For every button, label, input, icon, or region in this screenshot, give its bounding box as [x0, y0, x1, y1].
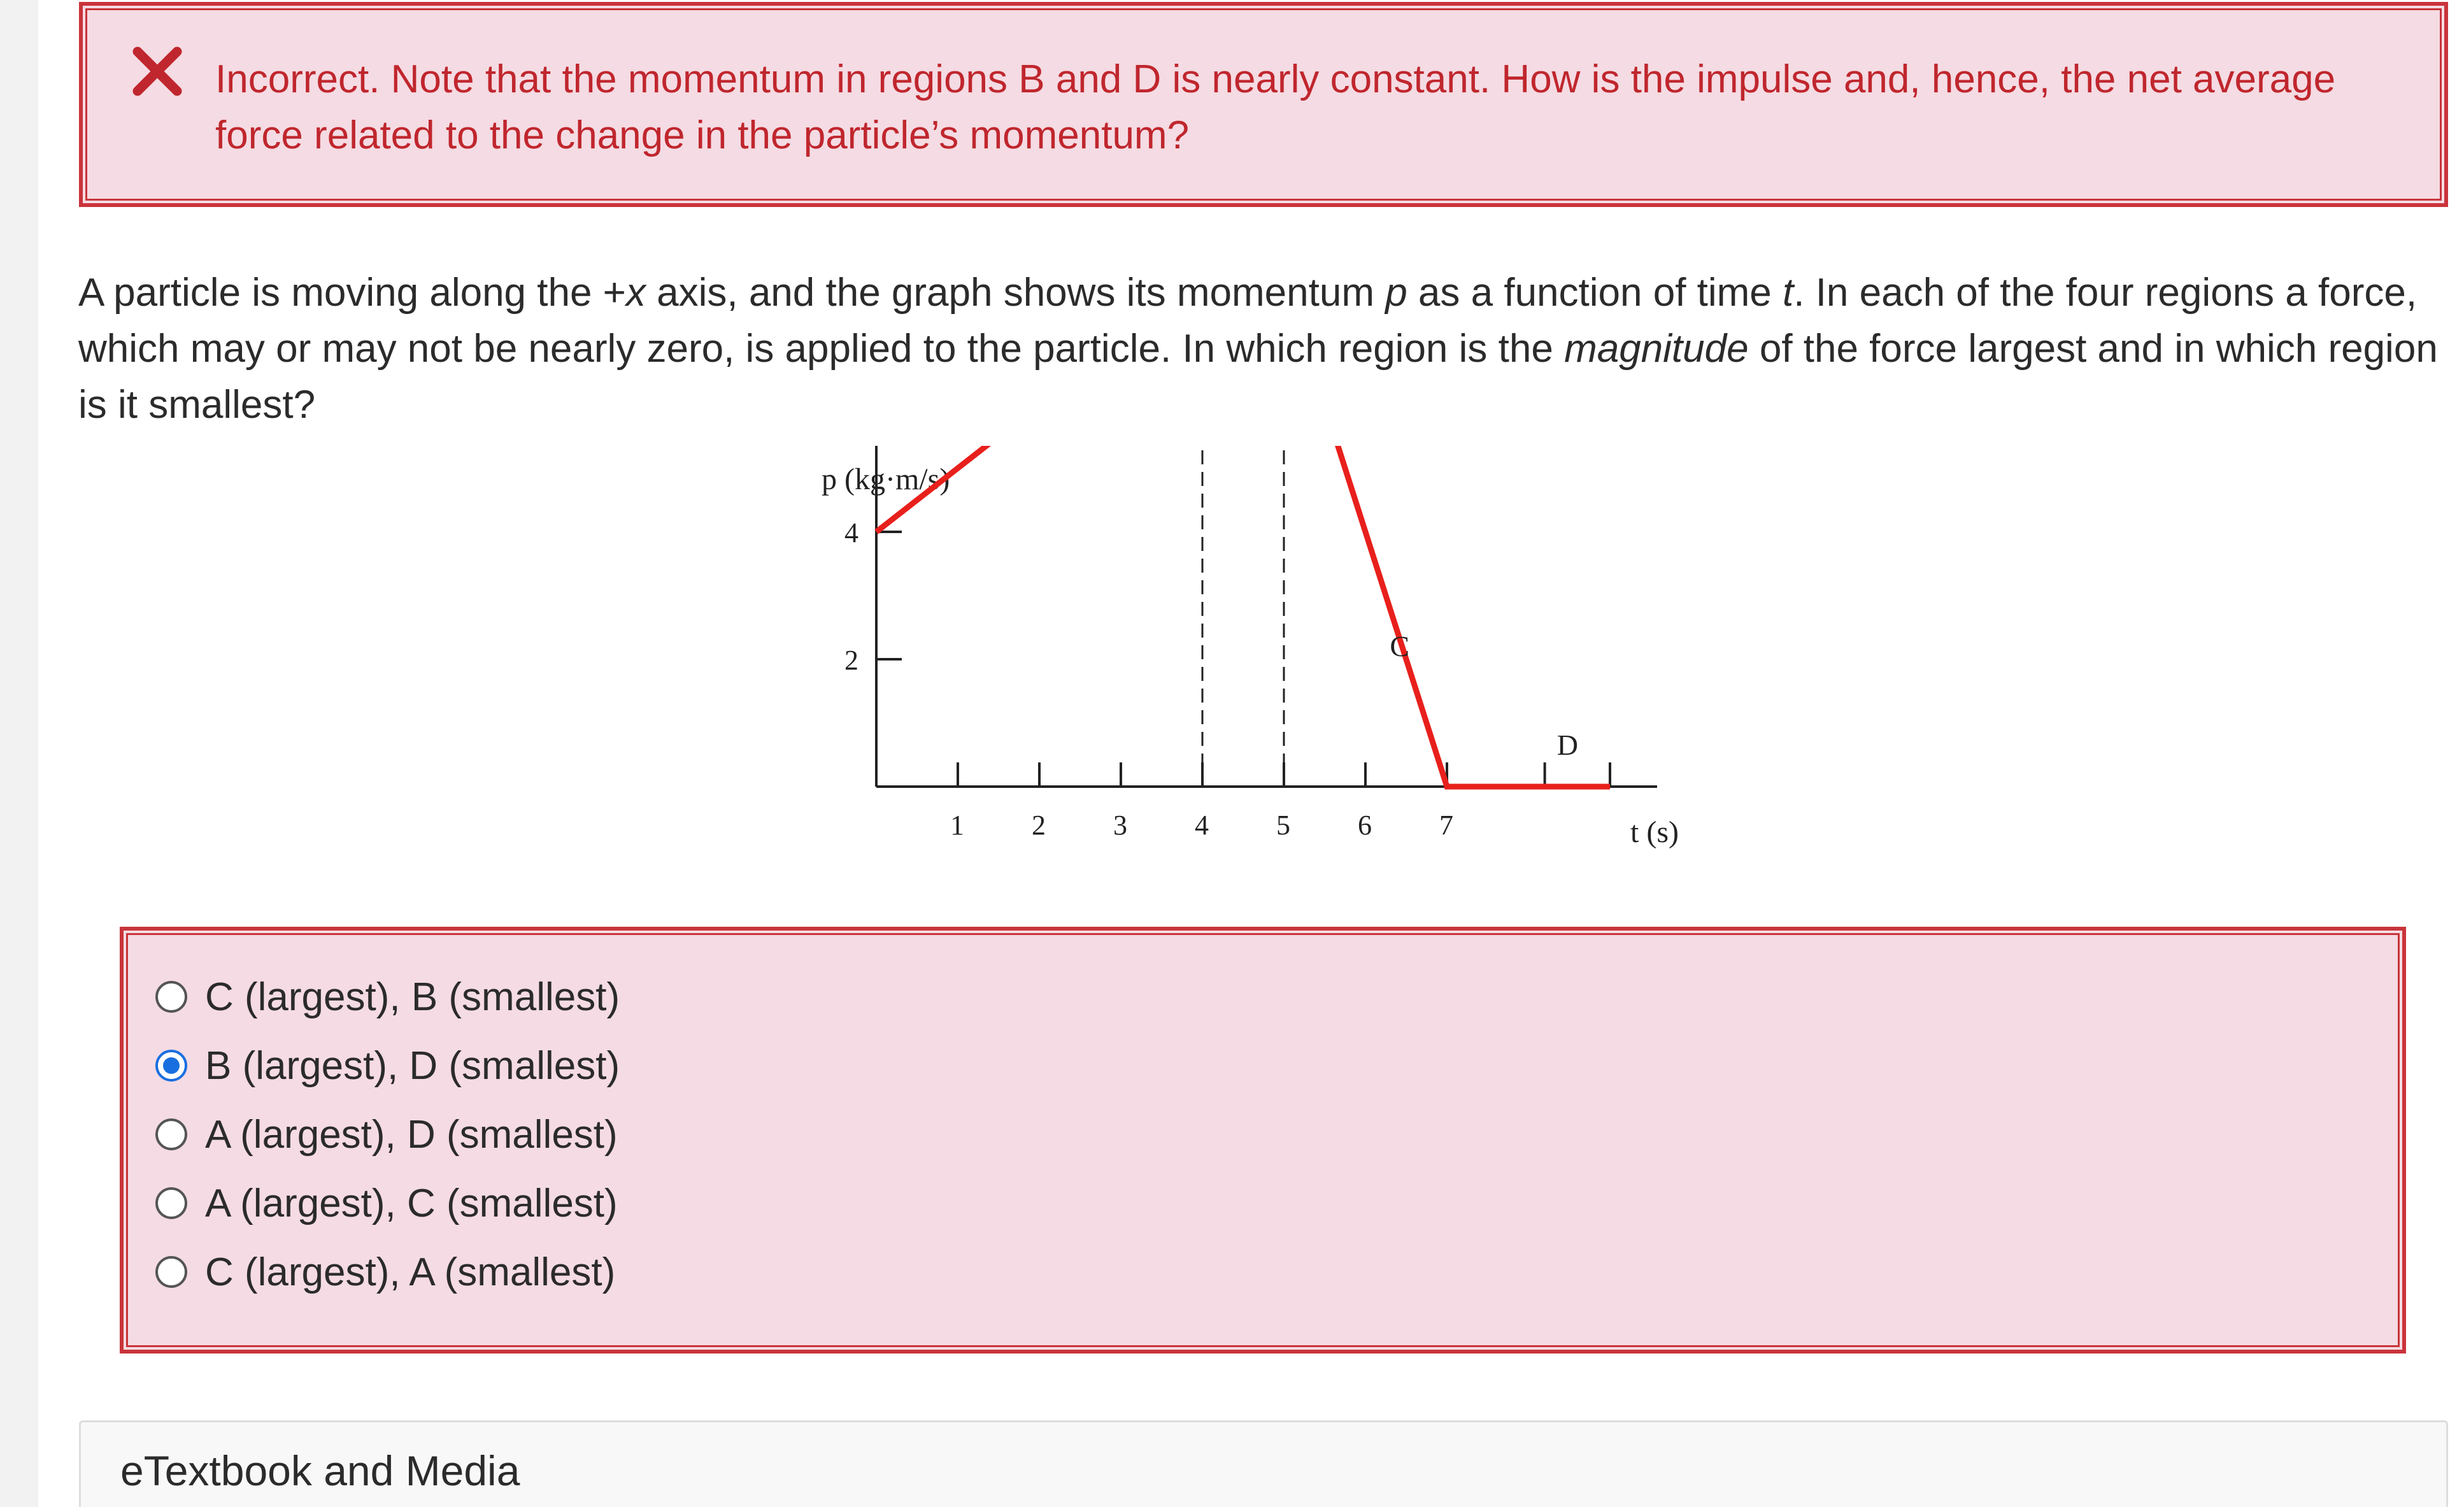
region-dividers	[1202, 446, 1284, 787]
answer-option-1[interactable]	[155, 965, 620, 1029]
ticks	[844, 446, 1610, 841]
feedback-message: Incorrect. Note that the momentum in regions B and D is nearly constant. How is the impulse and, hence, the net average force related to the change in the particle’s momentum?	[215, 57, 2336, 157]
question-emphasis: magnitude	[1564, 327, 1749, 371]
answer-option-label-5: C (largest), A (smallest)	[205, 1250, 616, 1294]
x-axis-label: t (s)	[1630, 815, 1679, 849]
etextbook-title: eTextbook and Media	[120, 1447, 520, 1494]
axes	[876, 446, 1657, 787]
radio-button-3[interactable]	[155, 1118, 187, 1150]
feedback-banner	[79, 2, 2448, 207]
y-tick-label-2: 2	[844, 645, 858, 676]
answer-option-label-3: A (largest), D (smallest)	[205, 1112, 618, 1157]
x-tick-label-3: 3	[1113, 810, 1127, 841]
question-part-5: of the force largest and in which region is it smallest?	[78, 327, 2438, 427]
answer-options	[120, 927, 2406, 1353]
labels	[1048, 446, 1578, 761]
question-part-3: as a function of time	[1407, 271, 1783, 315]
question-text	[78, 265, 2447, 433]
radio-button-5[interactable]	[155, 1256, 187, 1288]
question-part-2: axis, and the graph shows its momentum	[645, 271, 1386, 315]
momentum-graph	[790, 446, 1720, 879]
region-label-C: C	[1390, 630, 1410, 662]
answer-option-5[interactable]	[155, 1240, 615, 1304]
question-var-t: t	[1783, 271, 1794, 315]
y-tick-label-4: 4	[844, 517, 858, 548]
answer-option-2[interactable]	[155, 1034, 620, 1097]
x-tick-label-2: 2	[1032, 810, 1046, 841]
radio-button-2[interactable]	[155, 1050, 187, 1082]
etextbook-section[interactable]	[79, 1420, 2448, 1507]
x-tick-label-7: 7	[1439, 810, 1453, 841]
radio-button-4[interactable]	[155, 1187, 187, 1219]
answer-option-3[interactable]	[155, 1103, 618, 1166]
close-x-icon	[131, 45, 183, 97]
momentum-line	[876, 446, 1610, 787]
answer-option-label-4: A (largest), C (smallest)	[205, 1181, 618, 1225]
answer-option-4[interactable]	[155, 1171, 618, 1235]
x-tick-label-4: 4	[1195, 810, 1209, 841]
question-var-x: x	[625, 271, 646, 315]
region-label-D: D	[1556, 729, 1579, 761]
x-tick-label-6: 6	[1358, 810, 1372, 841]
question-part-4: . In each of the four regions a force, which may or may not be nearly zero, is applied to the particle. In which region is the	[78, 271, 2418, 371]
momentum-series	[876, 446, 1610, 787]
radio-button-1[interactable]	[155, 981, 187, 1013]
x-tick-label-1: 1	[950, 810, 964, 841]
answer-option-label-2: B (largest), D (smallest)	[205, 1043, 620, 1088]
x-tick-label-5: 5	[1276, 810, 1290, 841]
question-part-1: A particle is moving along the +	[78, 271, 626, 315]
question-var-p: p	[1385, 271, 1407, 315]
left-gutter	[0, 0, 38, 1507]
answer-option-label-1: C (largest), B (smallest)	[205, 975, 620, 1019]
y-axis-label: p (kg·m/s)	[822, 462, 950, 496]
